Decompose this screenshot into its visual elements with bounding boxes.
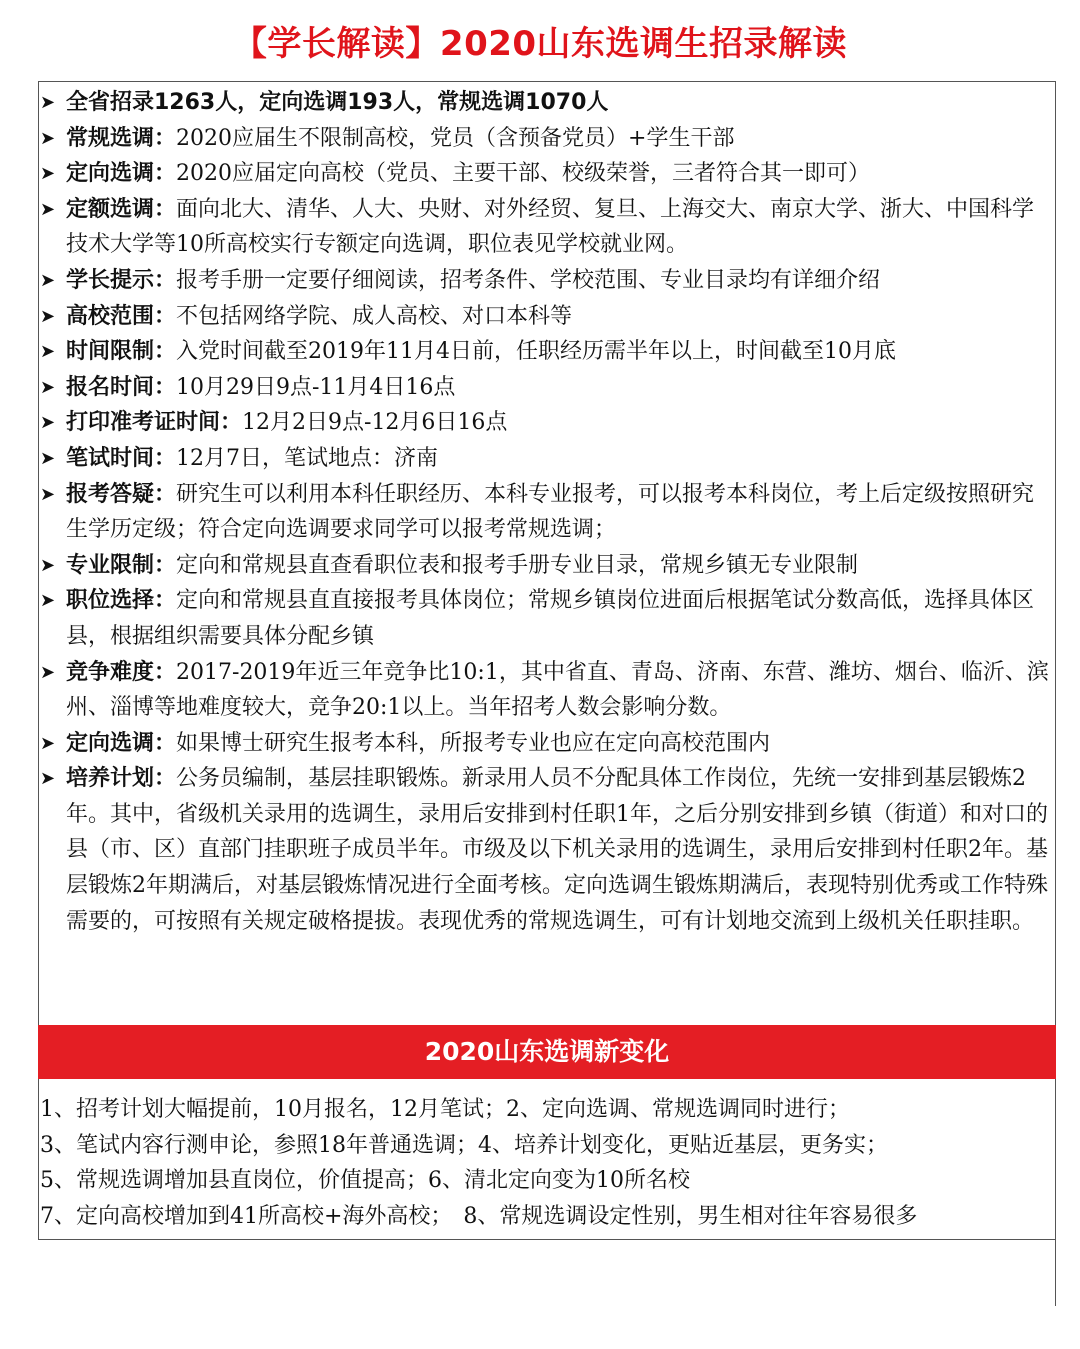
list-item	[40, 156, 1056, 192]
item-label: 专业限制：	[66, 552, 177, 578]
item-text: 2020应届生不限制高校，党员（含预备党员）+学生干部	[176, 125, 735, 151]
edge-divider	[1055, 1240, 1056, 1306]
item-label: 定向选调：	[66, 730, 177, 756]
item-label: 职位选择：	[66, 588, 177, 614]
list-item	[40, 85, 1056, 121]
arrowhead-bullet-icon: ➤	[40, 768, 56, 790]
item-text: 定向和常规县直直接报考具体岗位；常规乡镇岗位进面后根据笔试分数高低，选择具体区县，根据组织需要具体分配乡镇	[66, 588, 1035, 649]
item-text: 10月29日9点-11月4日16点	[176, 374, 456, 400]
item-label: 学长提示：	[66, 267, 177, 293]
page-title: 【学长解读】2020山东选调生招录解读	[232, 24, 848, 64]
list-item	[40, 583, 1056, 654]
list-item	[40, 405, 1056, 441]
item-label: 竞争难度：	[66, 659, 177, 685]
item-text: 不包括网络学院、成人高校、对口本科等	[176, 303, 573, 329]
item-text: 12月2日9点-12月6日16点	[242, 410, 508, 436]
list-item	[40, 263, 1056, 299]
item-label: 培养计划：	[66, 766, 177, 792]
item-label: 笔试时间：	[66, 445, 177, 471]
change-line: 3、笔试内容行测申论，参照18年普通选调；4、培养计划变化，更贴近基层，更务实；	[40, 1132, 888, 1158]
list-item	[40, 726, 1056, 762]
item-text: 报考手册一定要仔细阅读，招考条件、学校范围、专业目录均有详细介绍	[176, 267, 881, 293]
list-item	[40, 192, 1056, 263]
list-item	[40, 334, 1056, 370]
arrowhead-bullet-icon: ➤	[40, 269, 56, 291]
item-text: 入党时间截至2019年11月4日前，任职经历需半年以上，时间截至10月底	[176, 339, 896, 365]
arrowhead-bullet-icon: ➤	[40, 305, 56, 327]
item-label: 定额选调：	[66, 196, 177, 222]
arrowhead-bullet-icon: ➤	[40, 198, 56, 220]
item-text: 2020应届定向高校（党员、主要干部、校级荣誉，三者符合其一即可）	[176, 161, 871, 187]
item-text: 12月7日，笔试地点：济南	[176, 445, 439, 471]
arrowhead-bullet-icon: ➤	[40, 483, 56, 505]
change-line: 1、招考计划大幅提前，10月报名，12月笔试；2、定向选调、常规选调同时进行；	[40, 1097, 850, 1122]
list-item	[40, 477, 1056, 548]
arrowhead-bullet-icon: ➤	[40, 376, 56, 398]
arrowhead-bullet-icon: ➤	[40, 341, 56, 363]
change-line: 5、常规选调增加县直岗位，价值提高；6、清北定向变为10所名校	[40, 1168, 690, 1193]
item-text: 2017-2019年近三年竞争比10:1，其中省直、青岛、济南、东营、潍坊、烟台、临沂、滨州、淄博等地难度较大，竞争20:1以上。当年招考人数会影响分数。	[66, 659, 1049, 721]
item-label: 打印准考证时间：	[66, 410, 243, 436]
item-label: 常规选调：	[66, 125, 177, 151]
list-item	[40, 441, 1056, 477]
info-list	[40, 85, 1056, 939]
item-label: 全省招录1263人，定向选调193人，常规选调1070人	[66, 90, 609, 115]
item-text: 如果博士研究生报考本科，所报考专业也应在定向高校范围内	[176, 730, 771, 756]
item-label: 时间限制：	[66, 339, 177, 365]
item-text: 研究生可以利用本科任职经历、本科专业报考，可以报考本科岗位，考上后定级按照研究生学历定级；符合定向选调要求同学可以报考常规选调；	[66, 481, 1035, 543]
list-item	[40, 548, 1056, 584]
item-label: 定向选调：	[66, 161, 177, 187]
arrowhead-bullet-icon: ➤	[40, 590, 56, 612]
arrowhead-bullet-icon: ➤	[40, 92, 56, 113]
item-text: 定向和常规县直查看职位表和报考手册专业目录，常规乡镇无专业限制	[176, 552, 859, 578]
item-label: 报考答疑：	[66, 481, 177, 507]
list-item	[40, 761, 1056, 939]
arrowhead-bullet-icon: ➤	[40, 127, 56, 149]
arrowhead-bullet-icon: ➤	[40, 661, 56, 683]
item-text: 公务员编制，基层挂职锻炼。新录用人员不分配具体工作岗位，先统一安排到基层锻炼2年。其中，省级机关录用的选调生，录用后安排到村任职1年，之后分别安排到乡镇（街道）和对口的县（市、区）直部门挂职班子成员半年。市级及以下机关录用的选调生，录用后安排到村任职2年。基层锻炼2年期满后，对基层锻炼情况进行全面考核。定向选调生锻炼期满后，表现特别优秀或工作特殊需要的，可按照有关规定破格提拔。表现优秀的常规选调生，可有计划地交流到上级机关任职挂职。	[66, 766, 1049, 934]
arrowhead-bullet-icon: ➤	[40, 163, 56, 185]
arrowhead-bullet-icon: ➤	[40, 447, 56, 469]
list-item	[40, 655, 1056, 726]
section-banner: 2020山东选调新变化	[38, 1025, 1056, 1079]
item-label: 报名时间：	[66, 374, 177, 400]
arrowhead-bullet-icon: ➤	[40, 732, 56, 754]
item-label: 高校范围：	[66, 303, 177, 329]
change-line: 7、定向高校增加到41所高校+海外高校； 8、常规选调设定性别，男生相对往年容易很多	[40, 1203, 918, 1229]
list-item	[40, 370, 1056, 406]
changes-list	[40, 1092, 1056, 1234]
item-text: 面向北大、清华、人大、央财、对外经贸、复旦、上海交大、南京大学、浙大、中国科学技术大学等10所高校实行专额定向选调，职位表见学校就业网。	[66, 196, 1035, 258]
list-item	[40, 121, 1056, 157]
arrowhead-bullet-icon: ➤	[40, 554, 56, 576]
list-item	[40, 299, 1056, 335]
arrowhead-bullet-icon: ➤	[40, 412, 56, 434]
